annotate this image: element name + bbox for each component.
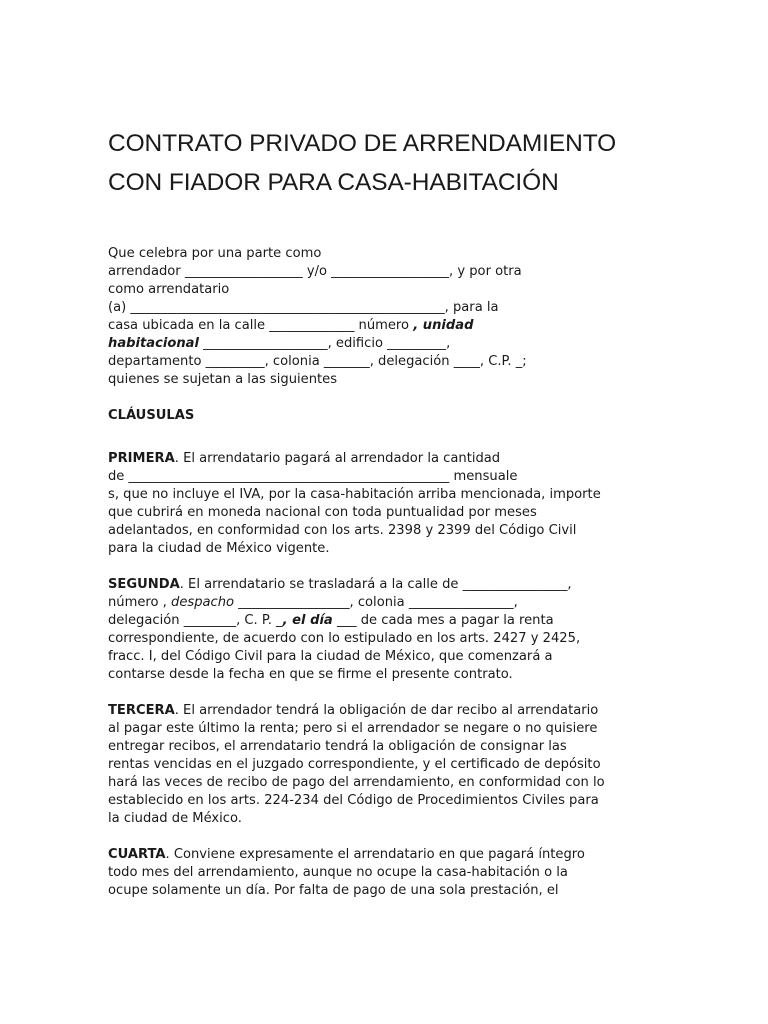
document-page [108, 124, 660, 918]
clause-label: PRIMERA [108, 451, 175, 466]
clause-cuarta [108, 846, 660, 900]
intro-text: casa ubicada en la calle _____________ número [108, 318, 414, 333]
clause-line [108, 702, 660, 720]
intro-line: quienes se sujetan a las siguientes [108, 372, 338, 387]
clause-segunda [108, 576, 660, 684]
intro-emphasis: , unidad [413, 318, 474, 333]
clause-text: . El arrendatario se trasladará a la calle de ________________, [179, 577, 572, 592]
clause-line: fracc. I, del Código Civil para la ciudad de México, que comenzará a [108, 649, 553, 664]
clause-line: la ciudad de México. [108, 811, 242, 826]
title-line-1: CONTRATO PRIVADO DE ARRENDAMIENTO [108, 130, 617, 157]
intro-line: departamento _________, colonia _______, delegación ____, C.P. _; [108, 354, 527, 369]
clause-label: TERCERA [108, 703, 175, 718]
clause-line [108, 846, 660, 864]
clause-line [108, 594, 660, 612]
clause-label: SEGUNDA [108, 577, 180, 592]
clause-line: de _________________________________________________ mensuale [108, 469, 518, 484]
clause-line: al pagar este último la renta; pero si el arrendador se negare o no quisiere [108, 721, 598, 736]
clause-line: establecido en los arts. 224-234 del Código de Procedimientos Civiles para [108, 793, 599, 808]
clause-line [108, 450, 660, 468]
clause-text: . El arrendatario pagará al arrendador la cantidad [174, 451, 501, 466]
title-line-2: CON FIADOR PARA CASA-HABITACIÓN [108, 169, 559, 196]
clause-primera [108, 450, 660, 558]
clause-line: s, que no incluye el IVA, por la casa-habitación arriba mencionada, importe [108, 487, 601, 502]
clause-label: CUARTA [108, 847, 166, 862]
clause-text: . El arrendador tendrá la obligación de dar recibo al arrendatario [174, 703, 599, 718]
clause-text: . Conviene expresamente el arrendatario en que pagará íntegro [165, 847, 585, 862]
intro-paragraph [108, 245, 660, 389]
clause-line: contarse desde la fecha en que se firme el presente contrato. [108, 667, 513, 682]
clause-text: _________________, colonia ________________, [234, 595, 518, 610]
clausulas-heading: CLÁUSULAS [108, 408, 195, 423]
clause-line: ocupe solamente un día. Por falta de pago de una sola prestación, el [108, 883, 559, 898]
clause-line: correspondiente, de acuerdo con lo estipulado en los arts. 2427 y 2425, [108, 631, 581, 646]
intro-emphasis: habitacional [108, 336, 200, 351]
intro-line: arrendador __________________ y/o __________________, y por otra [108, 264, 522, 279]
clause-text: ___ de cada mes a pagar la renta [332, 613, 554, 628]
clause-line: entregar recibos, el arrendatario tendrá la obligación de consignar las [108, 739, 567, 754]
clause-line: rentas vencidas en el juzgado correspondiente, y el certificado de depósito [108, 757, 601, 772]
clause-line: adelantados, en conformidad con los arts. 2398 y 2399 del Código Civil [108, 523, 577, 538]
clause-tercera [108, 702, 660, 828]
clause-line: para la ciudad de México vigente. [108, 541, 330, 556]
intro-line [108, 317, 660, 335]
intro-line: como arrendatario [108, 282, 230, 297]
clause-line: todo mes del arrendamiento, aunque no ocupe la casa-habitación o la [108, 865, 568, 880]
clause-text: delegación ________, C. P. _ [108, 613, 283, 628]
clause-line: que cubrirá en moneda nacional con toda puntualidad por meses [108, 505, 537, 520]
clause-emphasis: despacho [171, 595, 235, 610]
document-title [108, 124, 660, 202]
intro-line: (a) ________________________________________________, para la [108, 300, 499, 315]
intro-text: ___________________, edificio _________, [199, 336, 451, 351]
intro-line: Que celebra por una parte como [108, 246, 322, 261]
intro-line [108, 335, 660, 353]
clause-line [108, 576, 660, 594]
clause-line [108, 612, 660, 630]
clause-emphasis: , el día [282, 613, 333, 628]
clause-line: hará las veces de recibo de pago del arrendamiento, en conformidad con lo [108, 775, 605, 790]
clause-text: número , [108, 595, 172, 610]
